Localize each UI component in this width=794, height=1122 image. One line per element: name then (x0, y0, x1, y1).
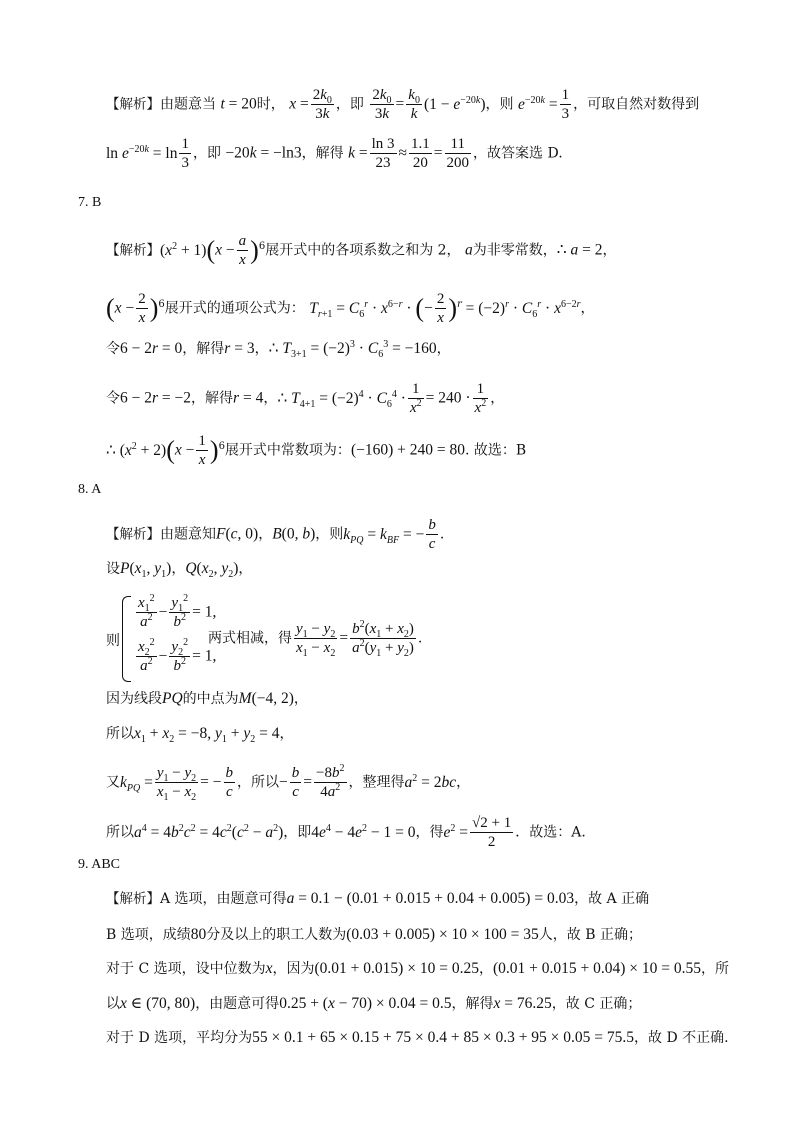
q7-line-3: 令6 − 2r = 0，解得r = 3，∴ $T_{3+1} = (-2)^3 \cdot C_6^3 = -160$， (106, 338, 451, 361)
q8-line-5: 所以$x_1 + x_2 = -8$, $y_1 + y_2 = 4$， (106, 725, 294, 746)
system-eq-1: $\frac{x_1^2}{a^2}$ − $\frac{y_1^2}{b^2}$ = 1, (138, 593, 217, 630)
q6-line-1: 【解析】由题意当 t = 20时， x = $\frac{2k_0}{3k}$ ，即 $\frac{2k_0}{3k}$ = $\frac{k_0}{k}$ $(1 - e^{-20k})$，则 $e^{-20k}$ = $\frac{1}{3}$ ，可取自然对数得到 (106, 87, 700, 122)
q9-line-2: B 选项，成绩80分及以上的职工人数为(0.03 + 0.005) × 10 × 100 = 35人，故 B 正确； (106, 926, 642, 943)
q8-line-3b: 两式相减，得 $\frac{y_1 - y_2}{x_1 - x_2}$ = $\frac{b^2(x_1 + x_2)}{a^2(y_1 + y_2)}$ . (208, 619, 423, 659)
q9-line-1: 【解析】A 选项，由题意可得a = 0.1 − (0.01 + 0.015 + 0.04 + 0.005) = 0.03，故 A 正确 (106, 890, 650, 907)
q9-line-4: 以x ∈ (70, 80)，由题意可得0.25 + (x − 70) × 0.04 = 0.5，解得x = 76.25，故 C 正确； (106, 995, 642, 1012)
q9-number: 9. ABC (78, 857, 121, 872)
q8-line-3: 则 (106, 633, 120, 649)
analysis-label: 【解析】 (106, 96, 160, 113)
q8-line-6: 又$k_{PQ}$ = $\frac{y_1 - y_2}{x_1 - x_2}$ = − $\frac{b}{c}$ ，所以− $\frac{b}{c}$ = $\frac{-8b^2}{4a^2}$ ，整理得$a^2 = 2bc$， (106, 763, 471, 803)
q7-line-2: (x − $\frac{2}{x}$ )$^6$展开式的通项公式为： $T_{r+1} = C_6^r \cdot x^{6-r}$ · (− $\frac{2}{x}$ )$^r = (-2)^r \cdot C_6^r \cdot x^{6-2r}$， (106, 291, 595, 326)
q8-line-1: 【解析】由题意知F(c, 0)，B(0, b)，则$k_{PQ} = k_{BF}$ = − $\frac{b}{c}$ . (106, 517, 445, 552)
q8-line-7: 所以$a^4 = 4b^2c^2 = 4c^2(c^2 - a^2)$，即$4e^4 - 4e^2 - 1 = 0$，得$e^2$ = $\frac{√2 + 1}{2}$ ．故选：A. (106, 815, 586, 850)
system-brace (122, 596, 131, 682)
q8-line-2: 设$P(x_1$, $y_1$)，$Q(x_2$, $y_2$)， (106, 560, 253, 581)
q8-number: 8. A (78, 482, 102, 497)
q8-line-4: 因为线段PQ的中点为M(−4, 2)， (106, 690, 308, 707)
q7-line-5: ∴ $(x^2 + 2)(x$ − $\frac{1}{x}$ )$^6$展开式中常数项为：(−160) + 240 = 80. 故选：B (106, 433, 527, 468)
q7-line-4: 令6 − 2r = −2，解得r = 4，∴ $T_{4+1} = (-2)^4 \cdot C_6^4$ · $\frac{1}{x^2}$ = 240 · $\frac{1}{x^2}$ ， (106, 381, 505, 416)
q7-line-1: 【解析】$(x^2 + 1)(x$ − $\frac{a}{x}$ )$^6$展开式中的各项系数之和为 2， a为非零常数，∴ a = 2， (106, 233, 617, 268)
q6-line-2: $\ln e^{-20k} = \ln$ $\frac{1}{3}$ ，即 −20k = −ln3，解得 k = $\frac{\ln 3}{23}$ ≈ $\frac{1.1}{20}$ = $\frac{11}{200}$ ，故答案选 D. (106, 136, 563, 171)
system-eq-2: $\frac{x_2^2}{a^2}$ − $\frac{y_2^2}{b^2}$ = 1, (138, 637, 217, 674)
q9-line-5: 对于 D 选项，平均分为55 × 0.1 + 65 × 0.15 + 75 × 0.4 + 85 × 0.3 + 95 × 0.05 = 75.5，故 D 不正确. (106, 1029, 729, 1046)
q7-number: 7. B (78, 195, 102, 210)
q9-line-3: 对于 C 选项，设中位数为x，因为(0.01 + 0.015) × 10 = 0.25，(0.01 + 0.015 + 0.04) × 10 = 0.55，所 (106, 960, 729, 977)
